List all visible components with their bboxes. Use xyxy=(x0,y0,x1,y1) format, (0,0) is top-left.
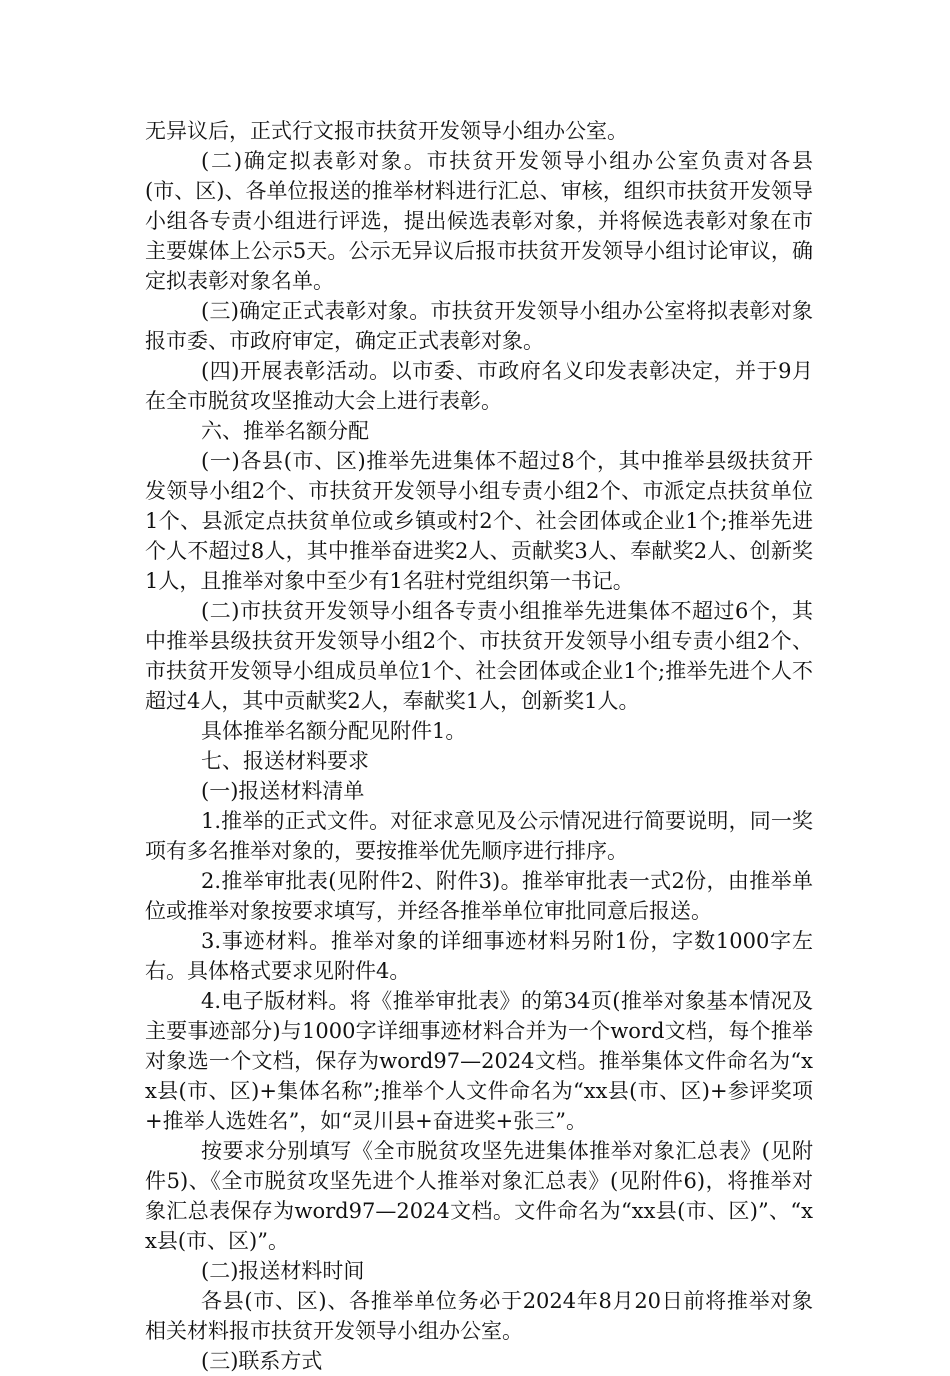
subheading-materials-time: (二)报送材料时间 xyxy=(201,1259,365,1283)
paragraph-6: (一)各县(市、区)推举先进集体不超过8个，其中推举县级扶贫开发领导小组2个、市扶贫开发领导小组专责小组2个、市派定点扶贫单位1个、县派定点扶贫单位或乡镇或村2个、社会团体或企业1个;推举先进个人不超过8人，其中推举奋进奖2人、贡献奖3人、奉献奖2人、创新奖1人，且推举对象中至少有1名驻村党组织第一书记。 xyxy=(145,449,813,593)
paragraph-1: 无异议后，正式行文报市扶贫开发领导小组办公室。 xyxy=(145,119,628,143)
paragraph-7: (二)市扶贫开发领导小组各专责小组推举先进集体不超过6个，其中推举县级扶贫开发领导小组2个、市扶贫开发领导小组专责小组2个、市扶贫开发领导小组成员单位1个、社会团体或企业1个;推举先进个人不超过4人，其中贡献奖2人，奉献奖1人，创新奖1人。 xyxy=(145,599,813,713)
subheading-contact: (三)联系方式 xyxy=(201,1349,323,1373)
paragraph-8: 具体推举名额分配见附件1。 xyxy=(201,719,467,743)
paragraph-15: 按要求分别填写《全市脱贫攻坚先进集体推举对象汇总表》(见附件5)、《全市脱贫攻坚先进个人推举对象汇总表》(见附件6)，将推举对象汇总表保存为word97—2024文档。文件命名为“xx县(市、区)”、“xx县(市、区)”。 xyxy=(145,1139,813,1253)
paragraph-12: 2.推举审批表(见附件2、附件3)。推举审批表一式2份，由推举单位或推举对象按要求填写，并经各推举单位审批同意后报送。 xyxy=(145,869,813,923)
paragraph-17: 各县(市、区)、各推举单位务必于2024年8月20日前将推举对象相关材料报市扶贫开发领导小组办公室。 xyxy=(145,1289,813,1343)
paragraph-4: (四)开展表彰活动。以市委、市政府名义印发表彰决定，并于9月在全市脱贫攻坚推动大会上进行表彰。 xyxy=(145,359,813,413)
document-body xyxy=(145,116,813,1376)
paragraph-3: (三)确定正式表彰对象。市扶贫开发领导小组办公室将拟表彰对象报市委、市政府审定，确定正式表彰对象。 xyxy=(145,299,813,353)
paragraph-13: 3.事迹材料。推举对象的详细事迹材料另附1份，字数1000字左右。具体格式要求见附件4。 xyxy=(145,929,813,983)
section-heading-7: 七、报送材料要求 xyxy=(201,749,369,773)
subheading-materials-list: (一)报送材料清单 xyxy=(201,779,365,803)
section-heading-6: 六、推举名额分配 xyxy=(201,419,369,443)
paragraph-2: (二)确定拟表彰对象。市扶贫开发领导小组办公室负责对各县(市、区)、各单位报送的推举材料进行汇总、审核，组织市扶贫开发领导小组各专责小组进行评选，提出候选表彰对象，并将候选表彰对象在市主要媒体上公示5天。公示无异议后报市扶贫开发领导小组讨论审议，确定拟表彰对象名单。 xyxy=(145,149,813,293)
paragraph-11: 1.推举的正式文件。对征求意见及公示情况进行简要说明，同一奖项有多名推举对象的，要按推举优先顺序进行排序。 xyxy=(145,809,813,863)
paragraph-14: 4.电子版材料。将《推举审批表》的第34页(推举对象基本情况及主要事迹部分)与1000字详细事迹材料合并为一个word文档，每个推举对象选一个文档，保存为word97—2024文档。推举集体文件命名为“xx县(市、区)+集体名称”;推举个人文件命名为“xx县(市、区)+参评奖项+推举人选姓名”，如“灵川县+奋进奖+张三”。 xyxy=(145,989,813,1133)
